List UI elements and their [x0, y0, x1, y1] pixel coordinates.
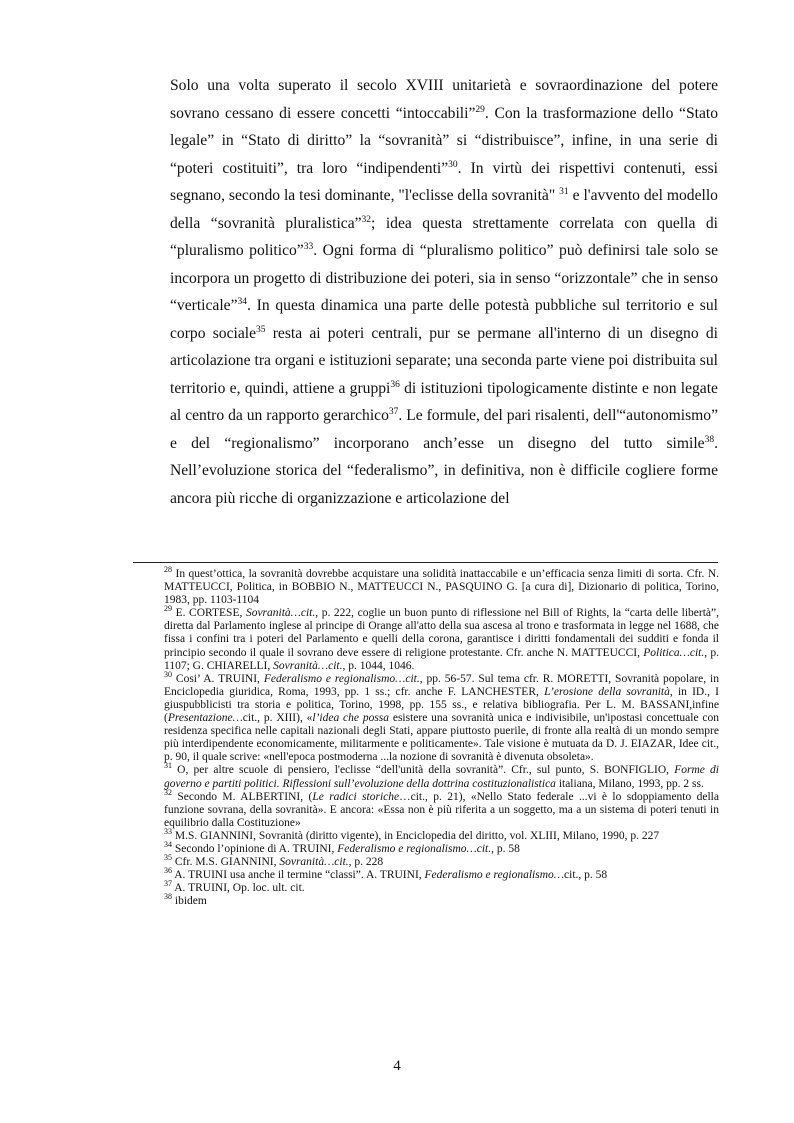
footnote-37 — [164, 879, 719, 895]
footnote-number: 30 — [164, 669, 172, 679]
body-text-run: . In questa dinamica una parte delle potestà pubbliche sul territorio e sul corpo sociale — [170, 297, 718, 342]
footnote-number: 29 — [164, 604, 172, 614]
footnote-text: l’idea che possa — [312, 712, 390, 725]
footnote-text: , p. 1107; G. CHIARELLI, — [164, 646, 719, 672]
body-text-run: . Con la trasformazione dello “Stato legale” in “Stato di diritto” la “sovranità” si “distribuisce”, infine, in una serie di “poteri costituiti”, tra loro “indipendenti” — [170, 104, 718, 177]
footnote-text: cit., p. 58 — [564, 869, 608, 882]
footnote-number: 33 — [164, 827, 172, 837]
footnote-35 — [164, 853, 719, 869]
footnote-text: E. CORTESE, — [172, 607, 246, 620]
footnote-text: …cit., p. 21), «Nello Stato federale ...vi è lo sdoppiamento della funzione sovrana, della sovranità». E ancora: «Essa non è più riferita a un soggetto, ma a un sistema di poteri tenuti in equilibrio dalla Costituzione» — [164, 790, 719, 829]
footnote-text: Le radici storiche — [312, 790, 400, 803]
footnote-text: Sovranità…cit. — [273, 659, 343, 672]
footnote-33 — [164, 827, 719, 843]
footnote-text: , in ID., I giuspubblicisti tra storia e politica, Torino, 1998, pp. 155 ss., e relativa bibliografia. Per L. M. BASSANI,infine ( — [164, 685, 719, 725]
footnote-number: 34 — [164, 840, 172, 850]
footnote-number: 28 — [164, 565, 172, 575]
footnote-ref: 31 — [559, 186, 569, 197]
footnote-ref: 34 — [237, 296, 248, 307]
footnote-text: ibidem — [172, 895, 207, 908]
footnote-29 — [164, 604, 719, 672]
footnote-text: Cosi’ A. TRUINI, — [172, 672, 264, 685]
footnote-number: 32 — [164, 787, 172, 797]
footnote-text: Federalismo e regionalismo… — [424, 869, 565, 882]
footnote-text: , p. 1044, 1046. — [342, 659, 415, 672]
footnote-text: Secondo M. ALBERTINI, ( — [172, 790, 313, 803]
footnote-ref: 29 — [475, 104, 485, 115]
footnote-34 — [164, 840, 719, 856]
footnote-text: Federalismo e regionalismo…cit. — [337, 842, 492, 855]
footnote-number: 37 — [164, 879, 172, 889]
footnote-text: M.S. GIANNINI, Sovranità (diritto vigente), in Enciclopedia del diritto, vol. XLIII, Milano, 1990, p. 227 — [172, 829, 660, 842]
footnote-number: 36 — [164, 866, 172, 876]
footnote-ref: 37 — [388, 406, 399, 417]
footnote-text: A. TRUINI usa anche il termine “classi”. A. TRUINI, — [172, 869, 425, 882]
footnote-text: Politica…cit. — [643, 646, 705, 659]
footnote-text: L’erosione della sovranità — [544, 685, 670, 698]
footnote-ref: 33 — [303, 241, 314, 252]
footnote-text: Cfr. M.S. GIANNINI, — [172, 856, 280, 869]
body-text-run: ; idea questa strettamente correlata con quella di “pluralismo politico” — [170, 214, 718, 259]
footnote-ref: 30 — [448, 159, 458, 170]
footnote-31 — [164, 761, 719, 790]
footnote-text: , pp. 56-57. Sul tema cfr. R. MORETTI, Sovranità popolare, in Enciclopedia giuridica, Roma, 1993, pp. 1 ss.; cfr. anche F. LANCHESTER, — [164, 672, 719, 698]
footnote-text: , p. 222, coglie un buon punto di riflessione nel Bill of Rights, la “carta delle libertà”, diretta dal Parlamento inglese al principe di Orange all'atto della sua ascesa al trono e trasformata in legge nel 1688, che fissa i confini tra i poteri del Parlamento e quelli della corona, garantisce i diritti fondamentali dei sudditi e fonda il principio secondo il quale il sovrano deve essere di religione protestante. Cfr. anche N. MATTEUCCI, — [164, 607, 719, 659]
body-text — [170, 72, 718, 512]
footnote-30 — [164, 669, 720, 765]
footnote-ref: 35 — [256, 324, 266, 335]
body-text-run: . In virtù dei rispettivi contenuti, essi segnano, secondo la tesi dominante, "l'eclisse della sovranità" — [170, 159, 718, 204]
footnote-ref: 32 — [361, 214, 372, 225]
footnote-text: , p. 58 — [491, 842, 520, 855]
footnote-text: A. TRUINI, Op. loc. ult. cit. — [172, 882, 305, 895]
footnotes — [164, 565, 720, 908]
footnote-36 — [164, 866, 719, 882]
body-text-run: . Nell’evoluzione storica del “federalismo”, in definitiva, non è difficile cogliere forme ancora più ricche di organizzazione e articolazione del — [170, 434, 718, 507]
page-number: 4 — [393, 1058, 401, 1074]
footnote-text: In quest’ottica, la sovranità dovrebbe acquistare una solidità inattaccabile e un’efficacia senza limiti di sorta. Cfr. N. MATTEUCCI, Politica, in BOBBIO N., MATTEUCCI N., PASQUINO G. [a cura di], Dizionario di politica, Torino, 1983, pp. 1103-1104 — [164, 568, 719, 607]
body-text-run: Solo una volta superato il secolo XVIII unitarietà e sovraordinazione del potere sovrano cessano di essere concetti “intoccabili” — [170, 77, 718, 122]
footnote-text: Federalismo e regionalismo…cit. — [263, 672, 420, 685]
footnote-32 — [164, 787, 719, 830]
body-text-run: resta ai poteri centrali, pur se permane all'interno di un disegno di articolazione tra organi e istituzioni separate; una seconda parte viene poi distribuita sul territorio e, quindi, attiene a gruppi — [170, 324, 718, 397]
footnote-text: cit., p. XIII), « — [242, 712, 313, 725]
footnote-number: 35 — [164, 853, 172, 863]
footnote-38 — [164, 892, 719, 908]
footnote-ref: 38 — [704, 434, 715, 445]
footnote-text: Secondo l’opinione di A. TRUINI, — [172, 842, 338, 855]
footnote-text: italiana, Milano, 1993, pp. 2 ss. — [555, 777, 704, 790]
footnote-text: Sovranità…cit. — [245, 607, 316, 620]
footnote-text: Forme di governo e partiti politici. Riflessioni sull’evoluzione della dottrina costituzionalistica — [164, 764, 719, 790]
body-paragraph — [170, 72, 718, 512]
footnote-text: , p. 228 — [348, 856, 384, 869]
body-text-run: . Ogni forma di “pluralismo politico” può definirsi tale solo se incorpora un progetto di distribuzione dei poteri, sia in senso “orizzontale” che in senso “verticale” — [170, 242, 718, 314]
footnote-text: Presentazione… — [167, 712, 243, 725]
body-text-run: e l'avvento del modello della “sovranità pluralistica” — [170, 187, 718, 232]
footnote-number: 38 — [164, 892, 172, 902]
body-text-run: . Le formule, del pari risalenti, dell'“autonomismo” e del “regionalismo” incorporano anch’esse un disegno del tutto simile — [170, 407, 718, 452]
body-text-run: di istituzioni tipologicamente distinte e non legate al centro da un rapporto gerarchico — [170, 379, 718, 424]
footnote-text: esistere una sovranità unica e indivisibile, un'ipostasi concettuale con residenza specifica nelle capitali nazionali degli Stati, appare piuttosto puerile, di fronte alla realtà di un mondo sempre più interdipendente economicamente, militarmente e politicamente». Tale visione è mutuata da D. J. EIAZAR, Idee cit., p. 90, il quale scrive: «nell'epoca postmoderna ...la nozione di sovranità è divenuta obsoleta». — [164, 712, 720, 764]
footnote-separator — [133, 562, 718, 563]
footnote-ref: 36 — [390, 379, 400, 390]
footnote-number: 31 — [164, 761, 172, 771]
footnote-text: Sovranità…cit. — [279, 856, 349, 869]
footnote-text: O, per altre scuole di pensiero, l'eclisse “dell'unità della sovranità”. Cfr., sul punto, S. BONFIGLIO, — [172, 764, 675, 777]
footnote-28 — [164, 565, 719, 607]
